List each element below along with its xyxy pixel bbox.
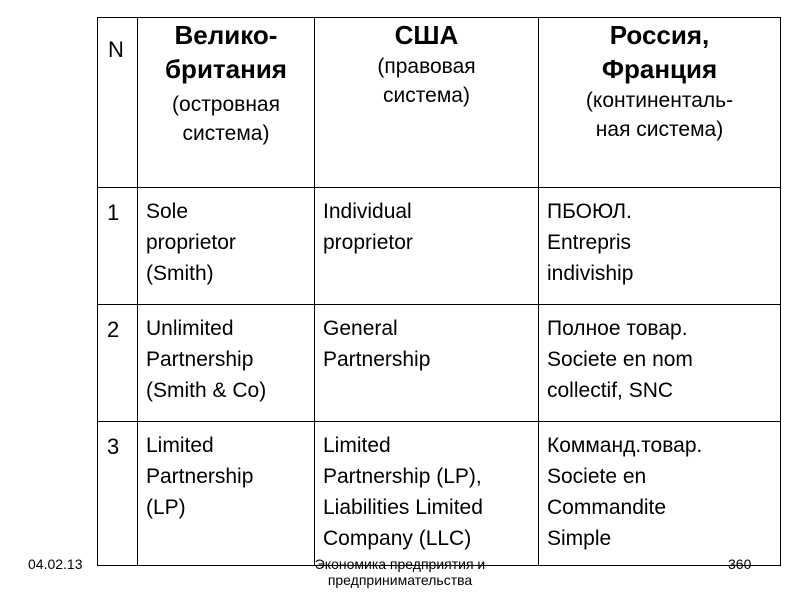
header-rf-sub-1: (континенталь- <box>585 89 734 112</box>
cell-uk <box>138 422 315 566</box>
cell-text: ПБОЮЛ. <box>547 200 632 223</box>
cell-text: Unlimited <box>146 317 234 340</box>
cell-text: Individual <box>323 200 412 223</box>
header-rf-title-1: Россия, <box>609 20 710 50</box>
header-rf-title-2: Франция <box>601 54 718 84</box>
row-number-label: 3 <box>107 434 120 459</box>
cell-text: Sole <box>146 200 189 223</box>
table-row <box>98 188 781 305</box>
cell-text: Limited <box>323 434 391 457</box>
row-number <box>98 305 138 422</box>
cell-text: (Smith & Co) <box>146 379 267 402</box>
footer-date: 04.02.13 <box>28 556 83 572</box>
header-us-sub-1: (правовая <box>377 55 476 78</box>
header-uk-title-2: британия <box>165 54 287 84</box>
header-us-sub-2: система) <box>383 84 470 107</box>
cell-us <box>315 305 539 422</box>
cell-text: General <box>323 317 398 340</box>
cell-uk <box>138 305 315 422</box>
header-uk-sub-1: (островная <box>172 93 280 116</box>
cell-text: Комманд.товар. <box>547 434 703 457</box>
cell-text: (Smith) <box>146 262 214 285</box>
table-row <box>98 422 781 566</box>
table-header-row <box>98 18 781 188</box>
cell-text: Полное товар. <box>547 317 688 340</box>
cell-rf <box>539 422 781 566</box>
cell-text: Partnership <box>323 348 431 371</box>
cell-text: Societe en <box>547 465 647 488</box>
cell-text: proprietor <box>146 231 236 254</box>
row-number-label: 2 <box>107 317 120 342</box>
cell-text: Limited <box>146 434 214 457</box>
cell-text: Company (LLC) <box>323 527 472 550</box>
cell-text: Societe en nom <box>547 348 693 371</box>
table-row <box>98 305 781 422</box>
header-us <box>315 18 539 188</box>
header-number-label: N <box>108 37 124 62</box>
footer-page-number: 360 <box>728 556 752 572</box>
header-rf <box>539 18 781 188</box>
cell-text: Partnership <box>146 348 254 371</box>
row-number <box>98 422 138 566</box>
cell-rf <box>539 305 781 422</box>
cell-text: Simple <box>547 527 612 550</box>
cell-text: indiviship <box>547 262 634 285</box>
cell-text: proprietor <box>323 231 413 254</box>
header-rf-sub-2: ная система) <box>595 118 724 141</box>
header-us-title: США <box>394 20 459 50</box>
footer-title-line-2: предпринимательства <box>327 572 473 588</box>
row-number-label: 1 <box>107 200 120 225</box>
cell-text: Partnership <box>146 465 254 488</box>
row-number <box>98 188 138 305</box>
cell-text: (LP) <box>146 496 186 519</box>
cell-text: Liabilities Limited <box>323 496 483 519</box>
cell-text: Commandite <box>547 496 667 519</box>
cell-us <box>315 188 539 305</box>
cell-text: collectif, SNC <box>547 379 674 402</box>
header-number <box>98 18 138 188</box>
cell-text: Entrepris <box>547 231 632 254</box>
cell-us <box>315 422 539 566</box>
header-uk-sub-2: система) <box>182 122 270 145</box>
header-uk <box>138 18 315 188</box>
cell-text: Partnership (LP), <box>323 465 482 488</box>
header-uk-title-1: Велико- <box>174 20 278 50</box>
footer-title-line-1: Экономика предприятия и <box>314 556 486 572</box>
comparison-table <box>97 17 781 566</box>
footer-title <box>300 556 500 588</box>
cell-rf <box>539 188 781 305</box>
cell-uk <box>138 188 315 305</box>
